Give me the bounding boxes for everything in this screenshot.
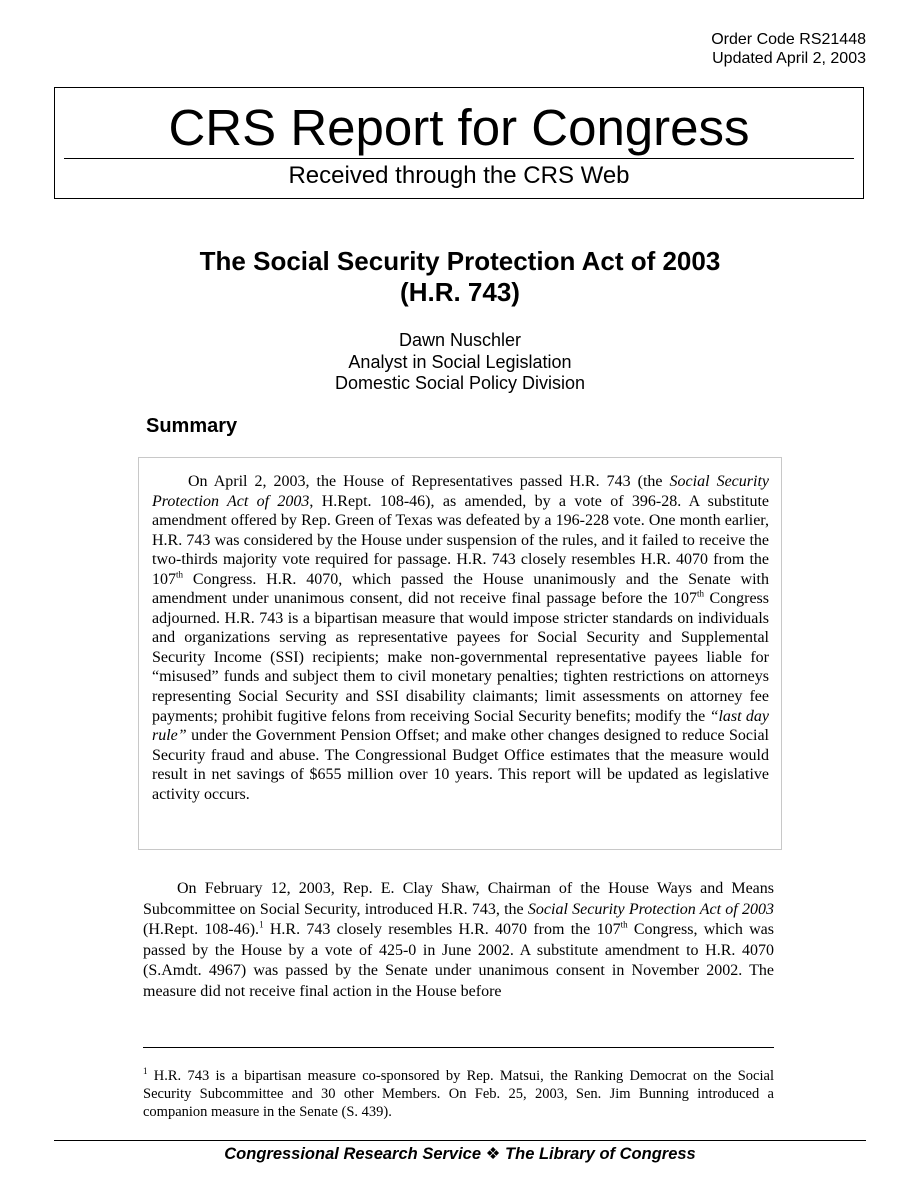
author-block (0, 330, 920, 395)
author-title: Analyst in Social Legislation (348, 351, 572, 372)
footnote (143, 1067, 774, 1121)
footer-right: The Library of Congress (505, 1145, 696, 1163)
author-division: Domestic Social Policy Division (334, 373, 586, 393)
footer-divider (54, 1140, 866, 1141)
page-footer (0, 1144, 920, 1164)
footnote-text: H.R. 743 is a bipartisan measure co-sponsored by Rep. Matsui, the Ranking Democrat on the Social Security Subcommittee and 30 other Members. On Feb. 25, 2003, Sen. Jim Bunning introduced a companion measure in the Senate (S. 439). (143, 1068, 774, 1120)
order-code-block (711, 30, 866, 68)
body-paragraph: On February 12, 2003, Rep. E. Clay Shaw, Chairman of the House Ways and Means Subcommittee on Social Security, introduced H.R. 743, the Social Security Protection Act of 2003 (H.Rept. 108-46).$^1$ H.R. 743 closely resembles H.R. 4070 from the 107th Congress, which was passed by the House by a vote of 425-0 in June 2002. A substitute amendment to H.R. 4070 (S.Amdt. 4967) was passed by the Senate under unanimous consent in November 2002. The measure did not receive final action in the House before (143, 880, 775, 1000)
footnote-number: 1 (143, 1066, 148, 1077)
footnote-divider (143, 1047, 774, 1048)
footer-left: Congressional Research Service (224, 1145, 482, 1163)
updated-date: Updated April 2, 2003 (712, 50, 866, 67)
order-code: Order Code RS21448 (711, 31, 866, 48)
footnote-reference[interactable]: 1 (259, 919, 264, 930)
author-name: Dawn Nuschler (398, 330, 522, 350)
summary-box (138, 457, 782, 850)
summary-heading: Summary (146, 415, 238, 437)
banner-divider (64, 158, 854, 159)
summary-paragraph: On April 2, 2003, the House of Representatives passed H.R. 743 (the Social Security Protection Act of 2003, H.Rept. 108-46), as amended, by a vote of 396-28. A substitute amendment offered by Rep. Green of Texas was defeated by a 196-228 vote. One month earlier, H.R. 743 was considered by the House under suspension of the rules, and it failed to receive the two-thirds majority vote required for passage. H.R. 743 closely resembles H.R. 4070 from the 107th Congress. H.R. 4070, which passed the House unanimously and the Senate with amendment under unanimous consent, did not receive final passage before the 107th Congress adjourned. H.R. 743 is a bipartisan measure that would impose stricter standards on individuals and organizations serving as representative payees for Social Security and Supplemental Security Income (SSI) recipients; make non-governmental representative payees liable for “misused” funds and subject them to civil monetary penalties; tighten restrictions on attorneys representing Social Security and SSI disability claimants; limit assessments on attorney fee payments; prohibit fugitive felons from receiving Social Security benefits; modify the “last day rule” under the Government Pension Offset; and make other changes designed to reduce Social Security fraud and abuse. The Congressional Budget Office estimates that the measure would result in net savings of $655 million over 10 years. This report will be updated as legislative activity occurs. (152, 473, 770, 803)
banner-subtitle: Received through the CRS Web (288, 162, 630, 189)
banner-title: CRS Report for Congress (168, 99, 750, 156)
diamond-separator-icon: ❖ (485, 1145, 501, 1163)
document-title (0, 246, 920, 308)
document-title-line1: The Social Security Protection Act of 2003 (199, 246, 721, 276)
document-title-line2: (H.R. 743) (400, 277, 520, 307)
report-banner (54, 87, 864, 199)
